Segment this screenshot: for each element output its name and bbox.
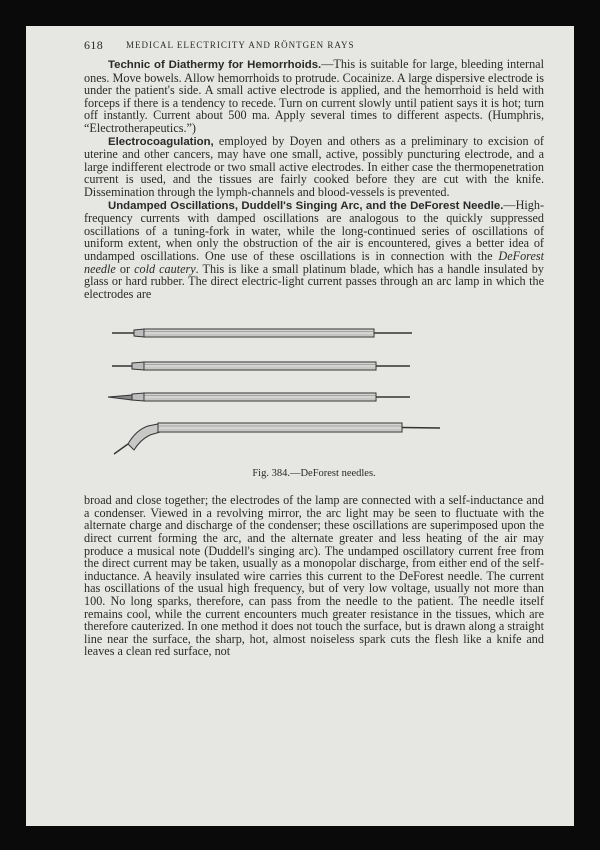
paragraph-heading: Undamped Oscillations, Duddell's Singing Arc, and the DeForest Needle. — [108, 199, 504, 212]
paragraph-electrocoagulation — [84, 135, 544, 199]
paragraph-continuation: broad and close together; the electrodes of the lamp are connected with a self-inductance and a condenser. Viewed in a revolving mirror, the arc light may be seen to fluctuate with the alternate charge and discharge of the condenser; these oscillations are superimposed upon the direct current forming the arc, and the alternate greater and less heating of the air may produce a musical note (Duddell's singing arc). The undamped oscillatory current free from the direct current may be taken, usually as a monopolar discharge, from either end of the self-inductance. A heavily insulated wire carries this current to the DeForest needle. The current has oscillations of the usual high frequency, but of very low voltage, usually not more than 100. No long sparks, therefore, can pass from the needle to the patient. The needle itself remains cool, while the current encounters much greater resistance in the tissues, which are therefore cauterized. In one method it does not touch the surface, but is drawn along a straight line near the surface, the sharp, hot, almost noiseless spark cuts the flesh like a knife and leaves a clean red surface, not — [84, 493, 544, 659]
running-header — [84, 38, 544, 53]
paragraph-body: employed by Doyen and others as a preliminary to excision of uterine and other cancers, may have one small, active, possibly puncturing electrode, and a large indifferent electrode or two small active electrodes. In either case the thermopenetration current is used, and the tissues are fairly cooked before they are cut with the knife. Dissemination through the lymph-channels and blood-vessels is prevented. — [84, 133, 544, 199]
needle-4-bent — [114, 423, 440, 454]
figure-caption: Fig. 384.—DeForest needles. — [252, 468, 376, 480]
italic-term: cold cautery — [134, 261, 196, 276]
book-page — [26, 26, 574, 826]
page-content — [84, 38, 544, 658]
needles-illustration — [84, 304, 544, 469]
page-number: 618 — [84, 38, 104, 52]
running-title: MEDICAL ELECTRICITY AND RÖNTGEN RAYS — [126, 40, 355, 50]
paragraph-body: —High-frequency currents with damped oscillations are analogous to the quickly suppressed oscillations of a tuning-fork in water, while the long-continued series of oscillations of uniform extent, when only the obstruction of the air is encountered, gives a better idea of undamped oscillations. One use of these oscillations is in connection with the — [84, 197, 544, 263]
italic-term: DeForest needle — [84, 248, 544, 276]
paragraph-heading: Electrocoagulation, — [108, 135, 214, 148]
needle-1 — [112, 329, 412, 337]
needle-3 — [108, 393, 410, 401]
figure-deforest-needles — [84, 304, 544, 494]
paragraph-hemorrhoids — [84, 58, 544, 135]
paragraph-body: . This is like a small platinum blade, which has a handle insulated by glass or hard rubber. The direct electric-light current passes through an arc lamp in which the electrodes are — [84, 261, 544, 301]
paragraph-body: or — [115, 261, 135, 276]
paragraph-body: —This is suitable for large, bleeding internal ones. Move bowels. Allow hemorrhoids to protrude. Cocainize. A large dispersive electrode is under the patient's side. A small active electrode is applied, and the hemorrhoid is held with forceps if there is a tendency to recede. Turn on current slowly until patient says it is hot; turn off instantly. Current about 500 ma. Apply several times to different aspects. (Humphris, “Electrotherapeutics.”) — [84, 57, 544, 135]
paragraph-heading: Technic of Diathermy for Hemorrhoids. — [108, 59, 322, 71]
paragraph-undamped-oscillations — [84, 199, 544, 301]
needle-2 — [112, 362, 410, 370]
